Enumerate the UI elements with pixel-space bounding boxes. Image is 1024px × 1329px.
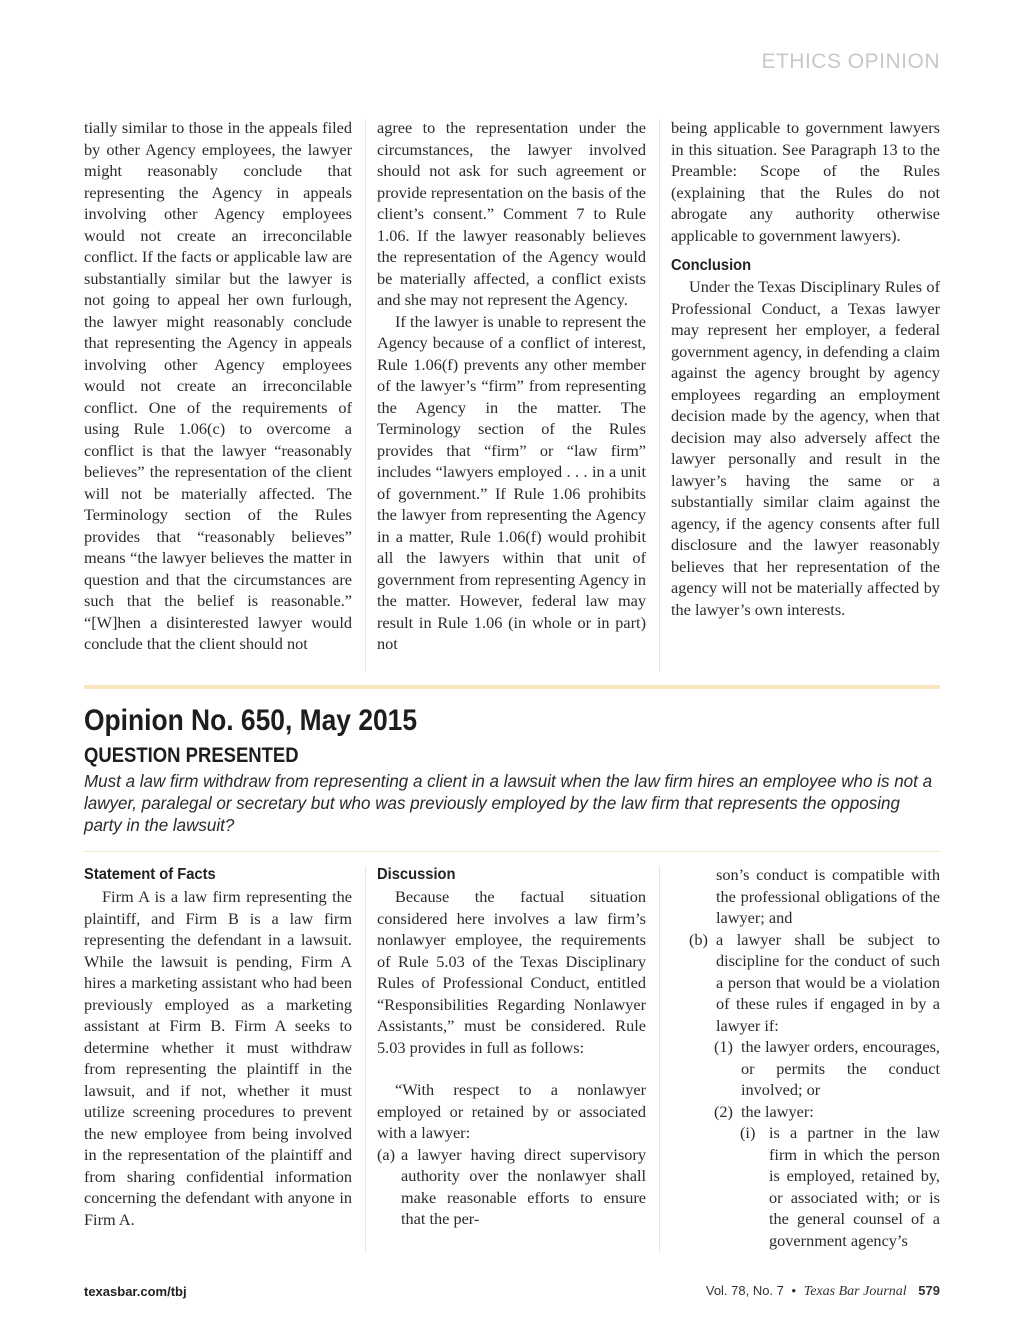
question-divider bbox=[84, 851, 940, 852]
item-label: (b) bbox=[689, 929, 708, 949]
opinion-title: Opinion No. 650, May 2015 bbox=[84, 704, 418, 737]
top-column-2 bbox=[377, 117, 646, 655]
paragraph: agree to the representation under the circumstances, the lawyer involved should not ask for such agreement or provide representation on the basis of the client’s consent.” Comment 7 to Rule 1.06. If the lawyer reasonably believes the representation of the Agency would be materially affected, a conflict exists and she may not represent the Agency. bbox=[377, 118, 646, 309]
top-column-1 bbox=[84, 117, 352, 655]
top-column-3 bbox=[671, 117, 940, 620]
footer-citation bbox=[706, 1283, 940, 1300]
footer-website: texasbar.com/tbj bbox=[84, 1284, 187, 1299]
footer-journal: Texas Bar Journal bbox=[803, 1284, 907, 1299]
item-text: is a partner in the law firm in which the person is employed, retained by, or associated with; or is the general counsel of a government agency’s bbox=[769, 1123, 940, 1250]
discussion-heading: Discussion bbox=[377, 866, 456, 883]
item-label: (a) bbox=[377, 1144, 396, 1164]
paragraph: being applicable to government lawyers in this situation. See Paragraph 13 to the Preamble: Scope of the Rules (explaining that the Rules do not abrogate any authority otherwise applicable to government lawyers). bbox=[671, 118, 940, 245]
rule-item-b bbox=[671, 929, 940, 1037]
bottom-column-3 bbox=[671, 864, 940, 1251]
column-divider bbox=[365, 866, 366, 1252]
conclusion-heading: Conclusion bbox=[671, 257, 752, 274]
rule-item-i bbox=[671, 1122, 940, 1251]
rule-quote-intro: “With respect to a nonlawyer employed or retained by or associated with a lawyer: bbox=[377, 1080, 646, 1142]
column-divider bbox=[659, 866, 660, 1252]
bottom-column-2 bbox=[377, 864, 646, 1230]
paragraph: If the lawyer is unable to represent the Agency because of a conflict of interest, Rule 1.06(f) prevents any other member of the lawyer’s “firm” from representing the Agency in the matter. The Terminology section of the Rules provides that “firm” or “law firm” includes “lawyers employed . . . in a unit of government.” If Rule 1.06 prohibits the lawyer from representing the Agency in a matter, Rule 1.06(f) would prohibit all the lawyers within that unit of government from representing Agency in the matter. However, federal law may result in Rule 1.06 (in whole or in part) not bbox=[377, 311, 646, 653]
footer-bullet: • bbox=[791, 1283, 797, 1298]
paragraph: son’s conduct is compatible with the professional obligations of the lawyer; and bbox=[716, 865, 940, 927]
paragraph: tially similar to those in the appeals filed by other Agency employees, the lawyer might reasonably conclude that representing the Agency in appeals involving other Agency employees would not create an irreconcilable conflict. If the facts or applicable law are substantially similar but the lawyer is not going to appeal her own furlough, the lawyer might reasonably conclude that representing the Agency in appeals involving other Agency employees would not create an irreconcilable conflict. One of the requirements of using Rule 1.06(c) to overcome a conflict is that the lawyer “reasonably believes” the representation of the client will not be materially affected. The Terminology section of the Rules provides that “reasonably believes” means “the lawyer believes the matter in question and that the circumstances are such that the belief is reasonable.” “[W]hen a disinterested lawyer would conclude that the client should not bbox=[84, 118, 352, 653]
page-number: 579 bbox=[918, 1283, 940, 1298]
rule-item-2 bbox=[671, 1101, 940, 1123]
rule-item-a bbox=[377, 1144, 646, 1230]
footer-volume: Vol. 78, No. 7 bbox=[705, 1283, 784, 1298]
item-label: (2) bbox=[714, 1101, 733, 1121]
question-presented-heading: QUESTION PRESENTED bbox=[84, 744, 299, 767]
item-text: the lawyer orders, encourages, or permits the conduct involved; or bbox=[741, 1037, 940, 1099]
section-label: ETHICS OPINION bbox=[761, 50, 940, 73]
bottom-column-1 bbox=[84, 864, 352, 1230]
item-text: the lawyer: bbox=[741, 1101, 814, 1121]
item-text: a lawyer having direct supervisory authority over the nonlawyer shall make reasonable efforts to ensure that the per- bbox=[401, 1144, 646, 1228]
question-text: Must a law firm withdraw from representing a client in a lawsuit when the law firm hires an employee who is not a lawyer, paralegal or secretary but who was previously employed by the law firm that represents the opposing party in the lawsuit? bbox=[84, 771, 933, 835]
rule-item-1 bbox=[671, 1036, 940, 1101]
paragraph: Firm A is a law firm representing the plaintiff, and Firm B is a law firm representing the defendant in a lawsuit. While the lawsuit is pending, Firm A hires a marketing assistant who had been previously employed as a marketing assistant at Firm B. Firm A seeks to determine whether it must withdraw from representing the plaintiff in the lawsuit, and if not, whether it must utilize screening procedures to prevent the new employee from being involved in the representation of the plaintiff and from sharing confidential information concerning the defendant with anyone in Firm A. bbox=[84, 887, 352, 1229]
column-divider bbox=[365, 119, 366, 671]
item-label: (i) bbox=[740, 1123, 756, 1142]
item-text: a lawyer shall be subject to discipline for the conduct of such a person that would be a violation of these rules if engaged in by a lawyer if: bbox=[716, 929, 940, 1035]
paragraph: Because the factual situation considered here involves a law firm’s nonlawyer employee, the requirements of Rule 5.03 of the Texas Disciplinary Rules of Professional Conduct, entitled “Responsibilities Regarding Nonlawyer Assistants,” must be considered. Rule 5.03 provides in full as follows: bbox=[377, 887, 646, 1057]
column-divider bbox=[659, 119, 660, 671]
statement-of-facts-heading: Statement of Facts bbox=[84, 866, 216, 883]
item-label: (1) bbox=[714, 1037, 733, 1056]
paragraph: Under the Texas Disciplinary Rules of Professional Conduct, a Texas lawyer may represent her employer, a federal government agency, in defending a claim against the agency brought by agency employees regarding an employment decision made by the agency, when that decision may also adversely affect the lawyer personally and result in the lawyer’s having the same or a substantially similar claim against the agency, if the agency consents after full disclosure and the lawyer reasonably believes that her representation of the agency will not be materially affected by the lawyer’s own interests. bbox=[671, 277, 940, 619]
section-divider bbox=[84, 685, 940, 689]
